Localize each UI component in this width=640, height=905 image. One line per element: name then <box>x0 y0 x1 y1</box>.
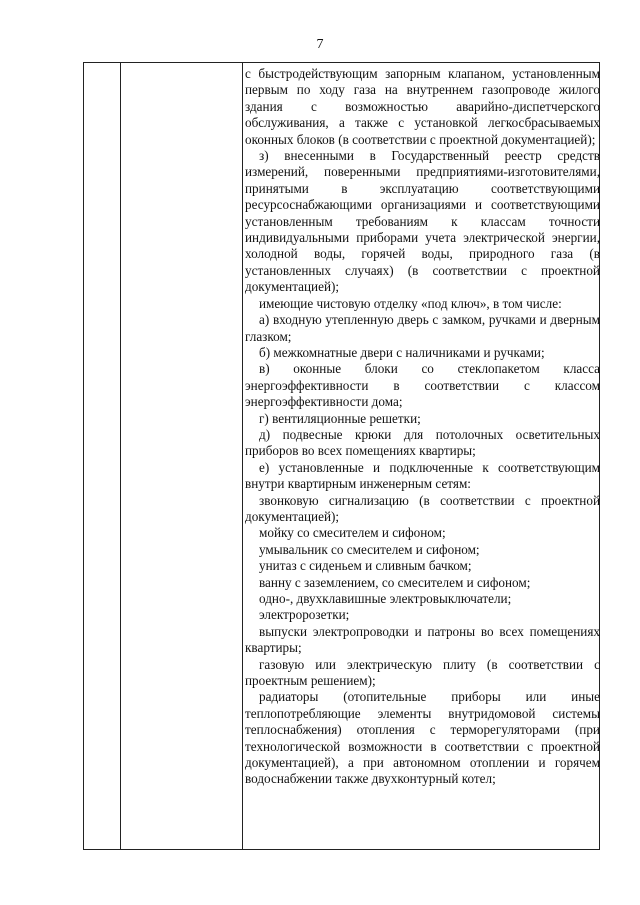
paragraph-15: электророзетки; <box>259 607 350 623</box>
paragraph-8: е) установленные и подключенные к соответствующим внутри квартирным инженерным сетям: <box>245 459 600 492</box>
paragraph-14: одно-, двухклавишные электровыключатели; <box>259 591 512 606</box>
paragraph-10: мойку со смесителем и сифоном; <box>259 525 446 541</box>
paragraph-9: звонковую сигнализацию (в соответствии с проектной документацией); <box>245 492 600 524</box>
table-column-divider <box>120 63 121 849</box>
paragraph-6: г) вентиляционные решетки; <box>259 410 421 426</box>
paragraph-0: с быстродействующим запорным клапаном, установленным первым по ходу газа на внутреннем газопроводе жилого здания с возможностью аварийно-диспетчерского обслуживания, а также с установкой легкосбрасываемых оконных блоков (в соответствии с проектной документацией); <box>245 66 600 147</box>
document-table <box>83 62 600 850</box>
paragraph-1: з) внесенными в Государственный реестр средств измерений, поверенными предприятиями-изготовителями, принятыми в эксплуатацию соответствующими ресурсоснабжающими организациями и соответствующими установленным требованиям к классам точности индивидуальными приборами учета электрической энергии, холодной воды, горячей воды, природного газа (в установленных случаях) (в соответствии с проектной документацией); <box>245 148 600 295</box>
paragraph-2: имеющие чистовую отделку «под ключ», в том числе: <box>259 295 562 311</box>
paragraph-5: в) оконные блоки со стеклопакетом класса энергоэффективности в соответствии с классом энергоэффективности дома; <box>245 361 600 410</box>
paragraph-13: ванну с заземлением, со смесителем и сифоном; <box>259 574 531 590</box>
paragraph-18: радиаторы (отопительные приборы или иные теплопотребляющие элементы внутридомовой системы теплоснабжения) отопления с терморегуляторами (при технологической возможности в соответствии с проектной документацией), а при автономном отоплении и горячем водоснабжении также двухконтурный котел; <box>245 689 600 787</box>
table-column-divider <box>242 63 243 849</box>
paragraph-16: выпуски электропроводки и патроны во всех помещениях квартиры; <box>245 623 600 656</box>
paragraph-17: газовую или электрическую плиту (в соответствии с проектным решением); <box>245 656 600 689</box>
paragraph-7: д) подвесные крюки для потолочных осветительных приборов во всех помещениях квартиры; <box>245 426 600 459</box>
paragraph-11: умывальник со смесителем и сифоном; <box>259 541 480 557</box>
paragraph-4: б) межкомнатные двери с наличниками и ручками; <box>259 344 545 360</box>
paragraph-3: а) входную утепленную дверь с замком, ручками и дверным глазком; <box>245 312 600 344</box>
page-number: 7 <box>316 37 324 52</box>
paragraph-12: унитаз с сиденьем и сливным бачком; <box>259 558 472 574</box>
table-text-cell <box>245 66 600 788</box>
